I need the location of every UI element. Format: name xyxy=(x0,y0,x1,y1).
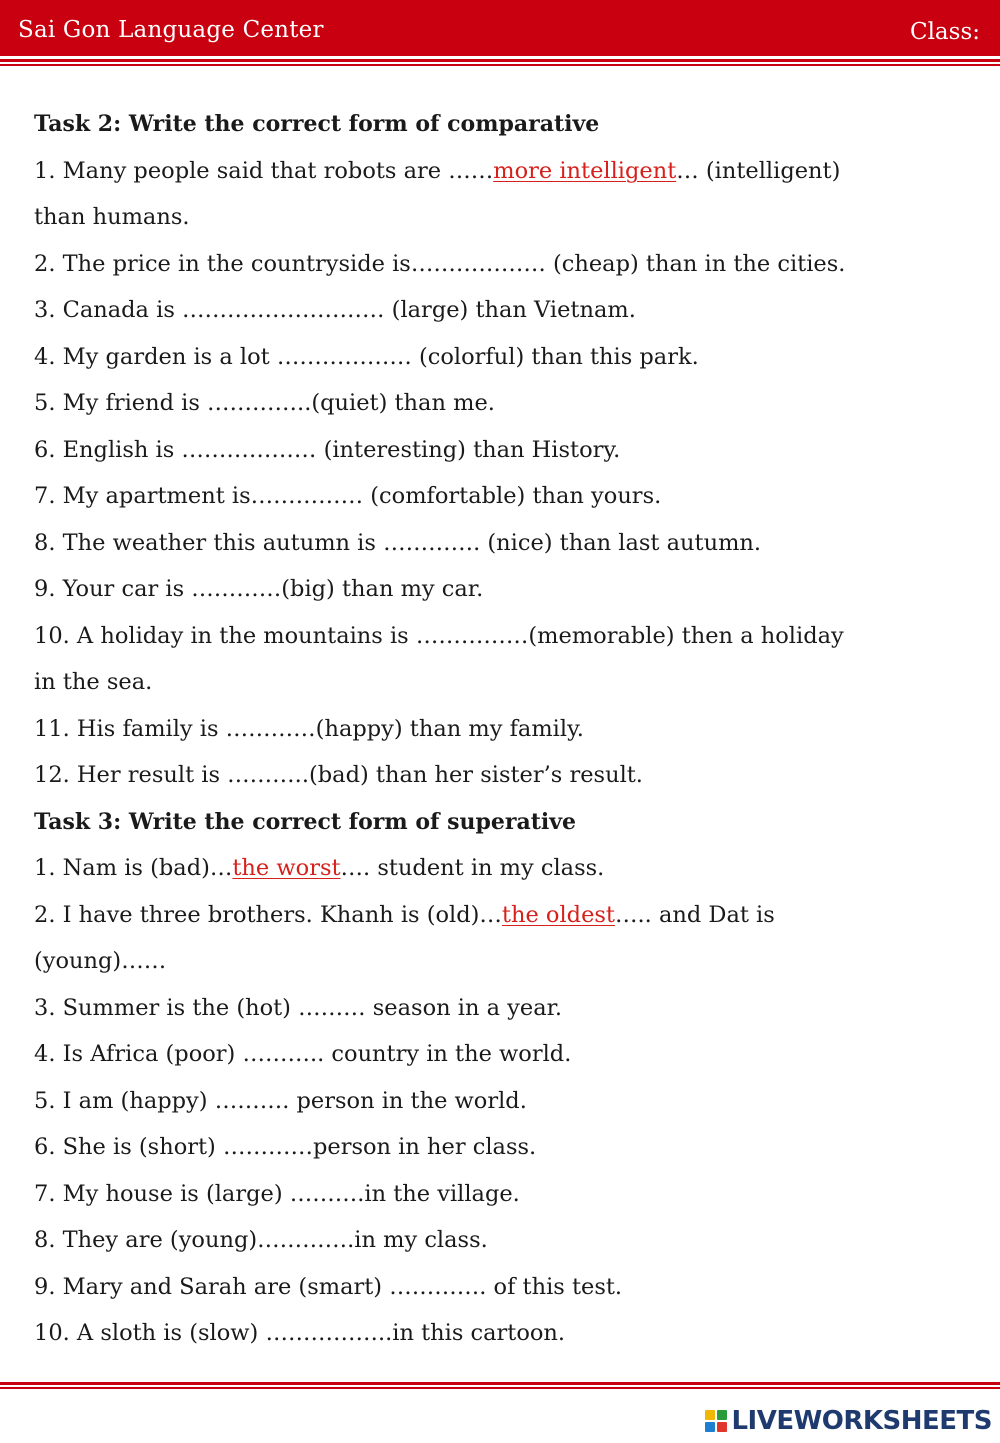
task3-question-8: 8. They are (young)………….in my class. xyxy=(34,1227,488,1253)
task3-question-7: 7. My house is (large) ……….in the village. xyxy=(34,1180,520,1207)
class-label: Class: xyxy=(909,19,980,45)
worksheet-content xyxy=(34,104,974,1360)
header-divider-thin xyxy=(0,64,1000,66)
task2-question-7: 7. My apartment is…………… (comfortable) than yours. xyxy=(34,483,662,509)
task2-question-11: 11. His family is …………(happy) than my family. xyxy=(34,715,584,742)
task2-question-10: 10. A holiday in the mountains is ……………(memorable) then a holiday xyxy=(34,622,844,649)
task2-heading: Task 2: Write the correct form of comparative xyxy=(34,111,600,137)
task3-question-10: 10. A sloth is (slow) ……………..in this cartoon. xyxy=(34,1320,566,1346)
question-text: …. student in my class. xyxy=(340,855,605,881)
question-text: ….. and Dat is xyxy=(614,901,775,928)
liveworksheets-logo-icon xyxy=(705,1410,727,1432)
answer-field[interactable]: the oldest xyxy=(501,901,615,928)
header-divider xyxy=(0,59,1000,62)
task2-question-12: 12. Her result is ………..(bad) than her sister’s result. xyxy=(34,762,643,788)
answer-field[interactable]: more intelligent xyxy=(493,157,677,184)
center-name: Sai Gon Language Center xyxy=(18,17,324,43)
question-text: 1. Nam is (bad)… xyxy=(34,855,233,881)
task3-question-5: 5. I am (happy) ………. person in the world. xyxy=(34,1087,527,1114)
question-text: 2. I have three brothers. Khanh is (old)… xyxy=(34,901,502,928)
task3-question-6: 6. She is (short) …………person in her class. xyxy=(34,1134,537,1160)
task3-question-3: 3. Summer is the (hot) ……… season in a year. xyxy=(34,994,563,1021)
task2-question-6: 6. English is ……………… (interesting) than History. xyxy=(34,436,621,463)
task3-question-4: 4. Is Africa (poor) ……….. country in the world. xyxy=(34,1041,572,1067)
footer-divider xyxy=(0,1382,1000,1385)
task2-question-3: 3. Canada is ……………………… (large) than Vietnam. xyxy=(34,297,636,323)
task2-question-10-continued: in the sea. xyxy=(34,669,153,695)
liveworksheets-logo[interactable] xyxy=(705,1404,992,1438)
brand-name: LIVEWORKSHEETS xyxy=(731,1406,992,1436)
task3-heading: Task 3: Write the correct form of superative xyxy=(34,808,577,835)
task3-question-1 xyxy=(34,848,974,895)
task2-question-8: 8. The weather this autumn is …………. (nice) than last autumn. xyxy=(34,529,762,556)
task2-question-1 xyxy=(34,151,974,198)
task2-question-4: 4. My garden is a lot ……………… (colorful) than this park. xyxy=(34,343,699,370)
question-text: 1. Many people said that robots are …… xyxy=(34,157,494,184)
task2-question-9: 9. Your car is …………(big) than my car. xyxy=(34,576,484,602)
task3-question-2-continued: (young)…… xyxy=(34,948,167,974)
task2-question-5: 5. My friend is …………..(quiet) than me. xyxy=(34,390,495,416)
task3-question-2 xyxy=(34,895,974,942)
task2-question-1-continued: than humans. xyxy=(34,204,190,230)
footer-divider-thin xyxy=(0,1387,1000,1389)
task3-question-9: 9. Mary and Sarah are (smart) …………. of this test. xyxy=(34,1273,623,1300)
answer-field[interactable]: the worst xyxy=(232,855,341,881)
question-text: … (intelligent) xyxy=(676,157,841,184)
task2-question-2: 2. The price in the countryside is……………… (cheap) than in the cities. xyxy=(34,250,846,277)
